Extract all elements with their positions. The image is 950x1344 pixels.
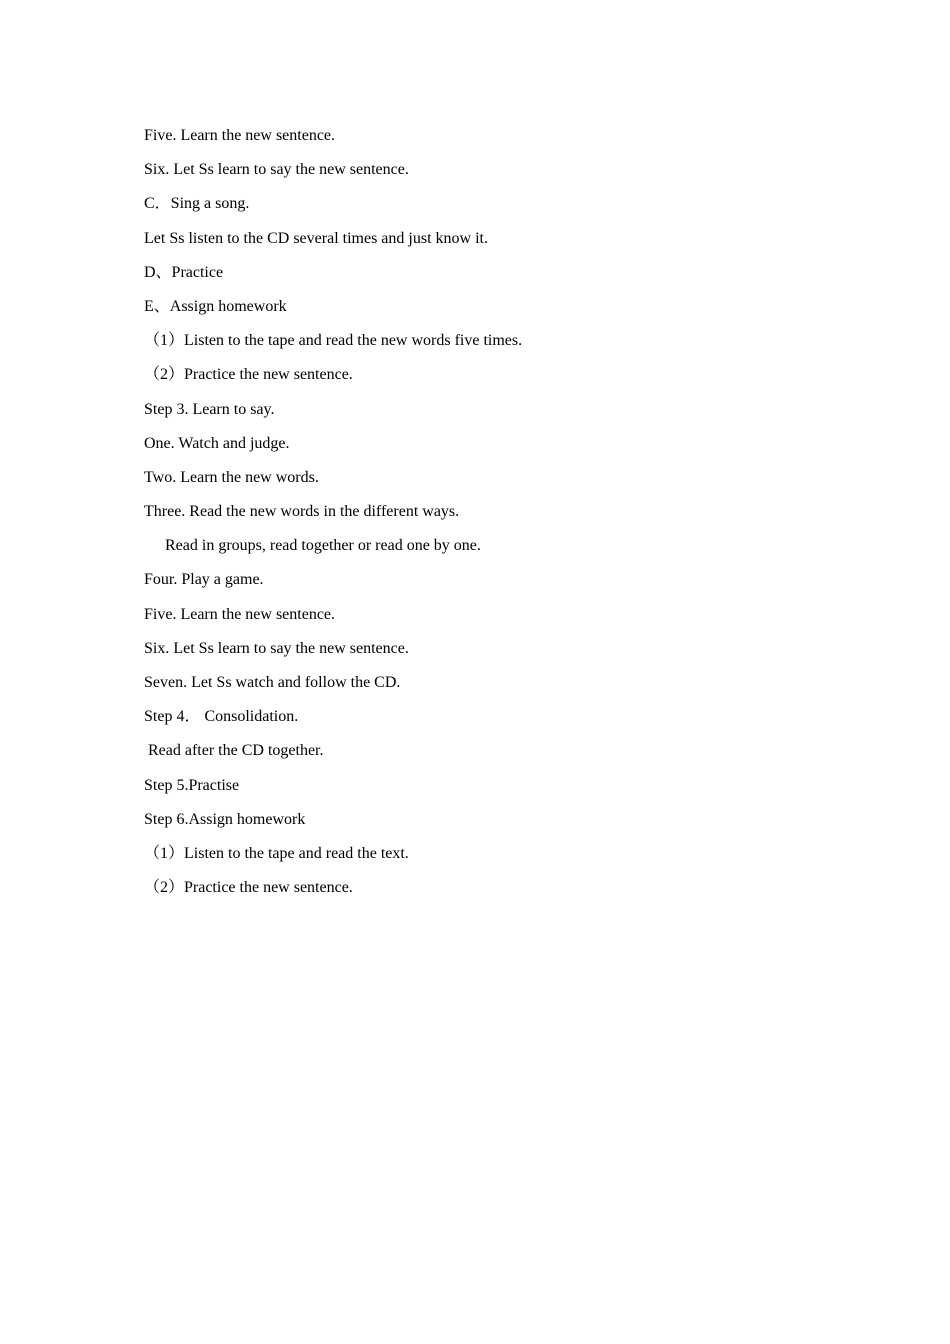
text-line: Five. Learn the new sentence.: [144, 127, 336, 144]
text-line: Six. Let Ss learn to say the new sentence.: [144, 161, 409, 179]
text-line: Let Ss listen to the CD several times and just know it.: [144, 229, 488, 247]
document-body: [144, 125, 844, 911]
text-line: Six. Let Ss learn to say the new sentence.: [144, 639, 409, 657]
step-heading: Step 4． Consolidation.: [144, 708, 299, 726]
text-line: Two. Learn the new words.: [144, 468, 319, 486]
section-heading: E、Assign homework: [144, 297, 287, 315]
text-line: One. Watch and judge.: [144, 434, 290, 452]
text-line: Five. Learn the new sentence.: [144, 605, 336, 623]
section-heading: C．Sing a song.: [144, 195, 250, 213]
homework-item: （1）Listen to the tape and read the new words five times.: [144, 332, 523, 350]
section-heading: D、Practice: [144, 263, 224, 281]
text-line-indented: Read after the CD together.: [148, 742, 324, 760]
step-heading: Step 5.Practise: [144, 776, 240, 794]
text-line: Seven. Let Ss watch and follow the CD.: [144, 674, 401, 691]
homework-item: （1）Listen to the tape and read the text.: [144, 844, 409, 862]
step-heading: Step 6.Assign homework: [144, 810, 306, 828]
homework-item: （2）Practice the new sentence.: [144, 366, 353, 384]
text-line: Three. Read the new words in the different ways.: [144, 503, 460, 521]
text-line-indented: Read in groups, read together or read one by one.: [165, 537, 481, 555]
text-line: Four. Play a game.: [144, 571, 264, 589]
step-heading: Step 3. Learn to say.: [144, 400, 275, 418]
homework-item: （2）Practice the new sentence.: [144, 879, 353, 897]
